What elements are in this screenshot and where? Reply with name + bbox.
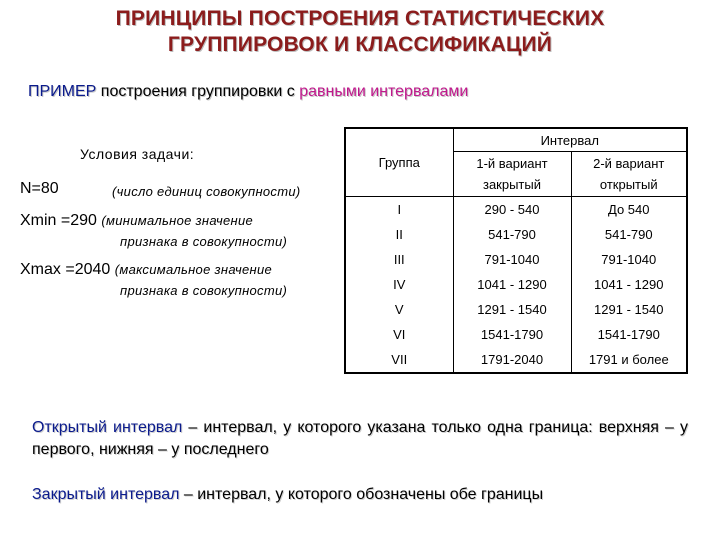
grouping-table xyxy=(344,127,688,374)
open-interval-cell: 1541-1790 xyxy=(571,322,687,347)
variant-1-line-1: 1-й вариант xyxy=(476,156,548,171)
condition-xmax-note-2: признака в совокупности) xyxy=(120,283,288,298)
page-title xyxy=(0,6,720,58)
table-row xyxy=(345,272,687,297)
closed-interval-cell: 791-1040 xyxy=(453,247,571,272)
closed-interval-cell: 1791-2040 xyxy=(453,347,571,373)
table-row xyxy=(345,347,687,373)
condition-xmax-note-1: (максимальное значение xyxy=(114,262,273,277)
variant-1-line-2: закрытый xyxy=(482,177,541,192)
example-highlight: равными интервалами xyxy=(299,83,469,100)
condition-n-note: (число единиц совокупности) xyxy=(112,184,301,199)
open-interval-cell: 791-1040 xyxy=(571,247,687,272)
group-cell: IV xyxy=(345,272,453,297)
condition-xmax-value: Xmax =2040 xyxy=(20,261,111,278)
title-line-1: ПРИНЦИПЫ ПОСТРОЕНИЯ СТАТИСТИЧЕСКИХ xyxy=(115,7,605,30)
table-row xyxy=(345,222,687,247)
condition-xmin-note-2: признака в совокупности) xyxy=(120,234,288,249)
closed-interval-cell: 1041 - 1290 xyxy=(453,272,571,297)
example-middle: построения группировки с xyxy=(96,83,300,100)
closed-interval-cell: 541-790 xyxy=(453,222,571,247)
open-interval-term: Открытый интервал xyxy=(32,419,183,436)
closed-interval-cell: 290 - 540 xyxy=(453,197,571,223)
condition-xmax xyxy=(20,261,272,279)
open-interval-definition xyxy=(32,417,688,461)
open-interval-text: – интервал, у которого указана только одна граница: верхняя – у первого, нижняя – у последнего xyxy=(32,419,689,458)
variant-2-header xyxy=(571,152,687,197)
example-line xyxy=(28,83,468,101)
open-interval-cell: До 540 xyxy=(571,197,687,223)
condition-xmin xyxy=(20,212,253,230)
group-cell: II xyxy=(345,222,453,247)
title-line-2: ГРУППИРОВОК И КЛАССИФИКАЦИЙ xyxy=(167,33,553,56)
closed-interval-text: – интервал, у которого обозначены обе границы xyxy=(179,486,544,503)
group-header: Группа xyxy=(345,128,453,197)
table-row xyxy=(345,322,687,347)
table-row xyxy=(345,197,687,223)
group-cell: VII xyxy=(345,347,453,373)
closed-interval-cell: 1541-1790 xyxy=(453,322,571,347)
condition-xmin-value: Xmin =290 xyxy=(20,212,97,229)
group-cell: I xyxy=(345,197,453,223)
closed-interval-term: Закрытый интервал xyxy=(32,486,180,503)
group-cell: VI xyxy=(345,322,453,347)
interval-header: Интервал xyxy=(453,128,687,152)
condition-n-value: N=80 xyxy=(20,180,59,197)
open-interval-cell: 541-790 xyxy=(571,222,687,247)
closed-interval-cell: 1291 - 1540 xyxy=(453,297,571,322)
open-interval-cell: 1041 - 1290 xyxy=(571,272,687,297)
variant-2-line-1: 2-й вариант xyxy=(593,156,665,171)
group-cell: V xyxy=(345,297,453,322)
variant-2-line-2: открытый xyxy=(599,177,658,192)
condition-n xyxy=(20,180,59,198)
closed-interval-definition xyxy=(32,484,688,506)
table-row xyxy=(345,297,687,322)
conditions-title: Условия задачи: xyxy=(80,146,195,162)
open-interval-cell: 1291 - 1540 xyxy=(571,297,687,322)
group-cell: III xyxy=(345,247,453,272)
condition-xmin-note-1: (минимальное значение xyxy=(101,213,254,228)
table-row xyxy=(345,247,687,272)
variant-1-header xyxy=(453,152,571,197)
open-interval-cell: 1791 и более xyxy=(571,347,687,373)
example-prefix: ПРИМЕР xyxy=(28,83,97,100)
